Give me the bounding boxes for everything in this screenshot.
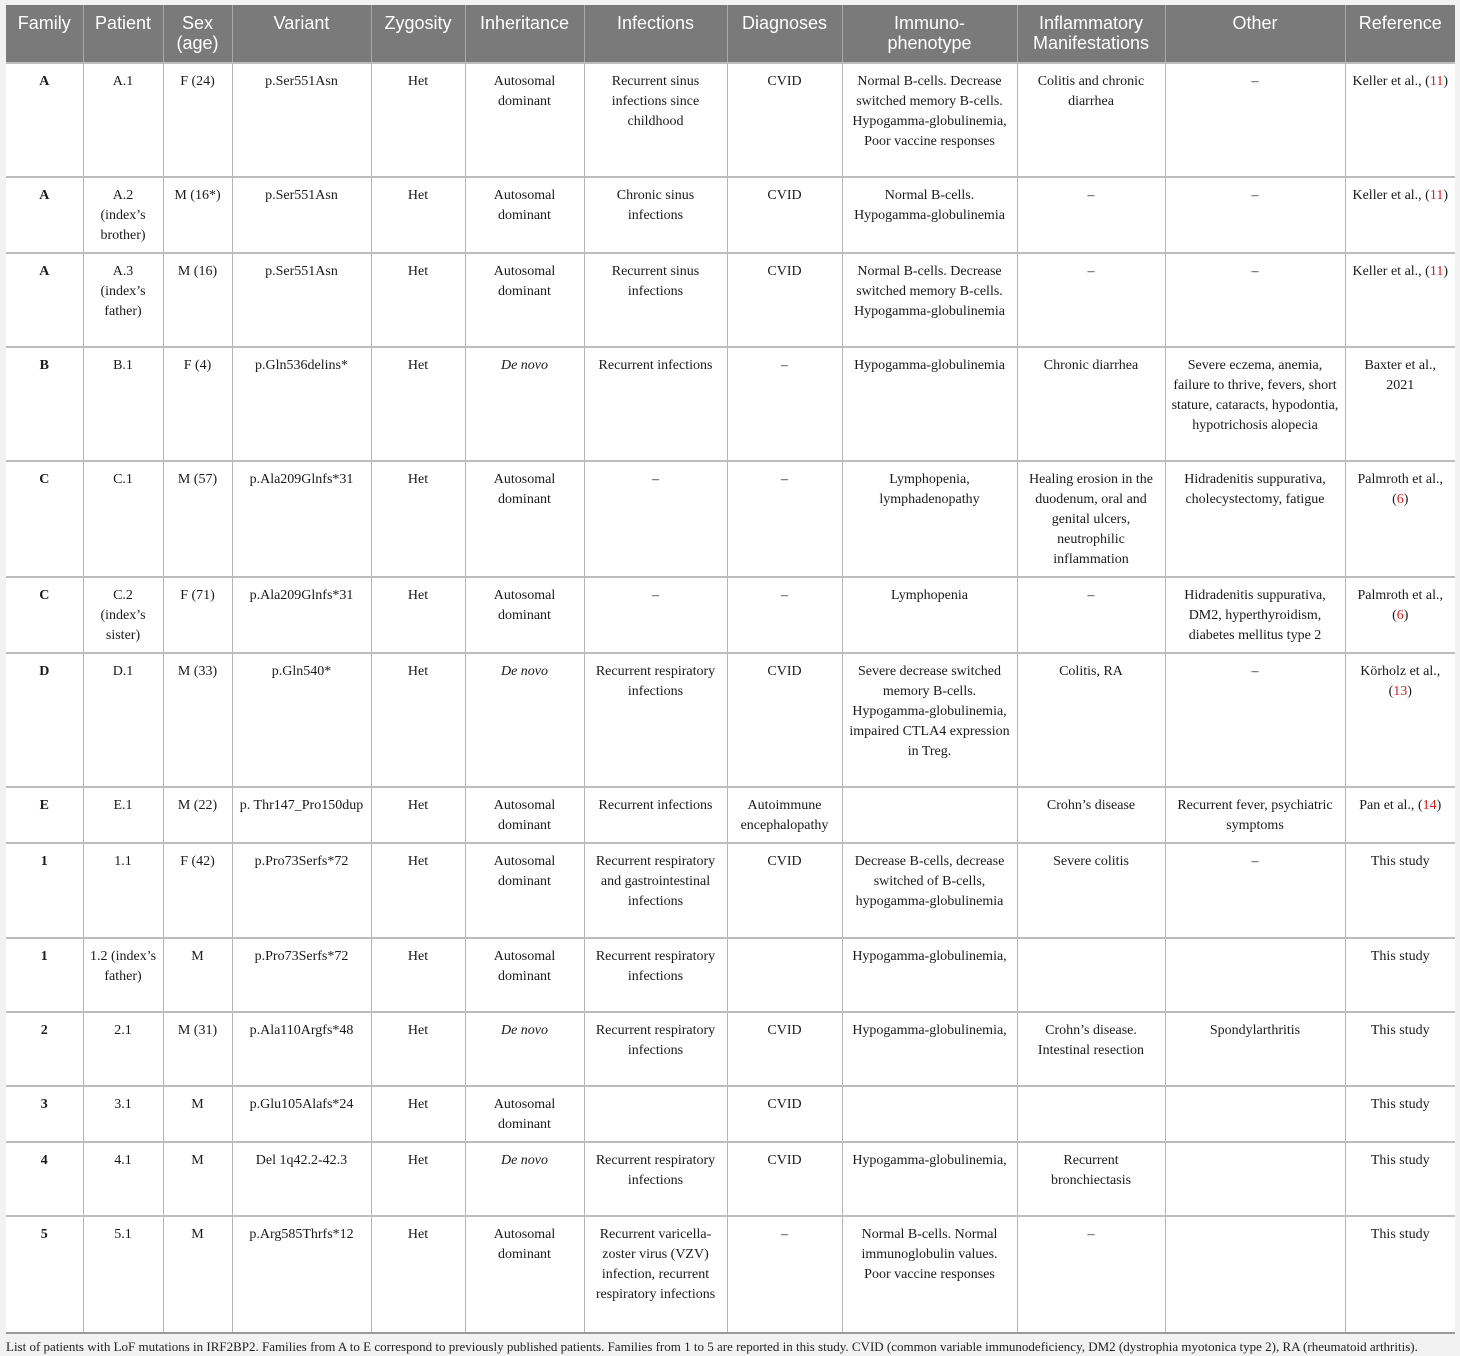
immunophenotype-cell	[842, 787, 1017, 843]
immunophenotype-cell	[842, 1086, 1017, 1142]
diagnoses-cell: CVID	[727, 1086, 842, 1142]
reference-text: This study	[1370, 1227, 1430, 1242]
sex-age-cell: M	[163, 1142, 232, 1216]
other-cell	[1165, 1086, 1345, 1142]
variant-cell: p.Ser551Asn	[232, 63, 371, 177]
immunophenotype-cell: Hypogamma-globulinemia,	[842, 938, 1017, 1012]
infections-cell: Recurrent respiratory infections	[584, 938, 727, 1012]
immunophenotype-cell: Hypogamma-globulinemia	[842, 347, 1017, 461]
reference-link[interactable]: 14	[1422, 798, 1437, 813]
zygosity-cell: Het	[371, 1012, 465, 1086]
table-body	[6, 63, 1455, 1332]
variant-cell: p.Pro73Serfs*72	[232, 938, 371, 1012]
family-cell: 3	[6, 1086, 83, 1142]
family-cell: 2	[6, 1012, 83, 1086]
inflammatory-cell: Recurrent bronchiectasis	[1017, 1142, 1165, 1216]
reference-cell: Keller et al., (11)	[1345, 177, 1455, 253]
table-container	[6, 5, 1455, 1356]
diagnoses-cell: CVID	[727, 253, 842, 347]
table-row	[6, 63, 1455, 177]
diagnoses-cell: –	[727, 1216, 842, 1332]
table-caption: List of patients with LoF mutations in IRF2BP2. Families from A to E correspond to previously published patients. Families from 1 to 5 are reported in this study. CVID (common variable immunodeficiency, DM2 (dystrophia myotonica type 2), RA (rheumatoid arthritis).	[6, 1332, 1455, 1356]
patient-cell: 1.2 (index’s father)	[83, 938, 163, 1012]
patient-cell: 3.1	[83, 1086, 163, 1142]
inflammatory-cell: Healing erosion in the duodenum, oral and genital ulcers, neutrophilic inflammation	[1017, 461, 1165, 577]
reference-cell	[1345, 1086, 1455, 1142]
infections-cell	[584, 1086, 727, 1142]
variant-cell: p.Gln536delins*	[232, 347, 371, 461]
reference-cell	[1345, 347, 1455, 461]
variant-cell: p. Thr147_Pro150dup	[232, 787, 371, 843]
variant-cell: p.Ala110Argfs*48	[232, 1012, 371, 1086]
inflammatory-cell: –	[1017, 577, 1165, 653]
immunophenotype-cell: Hypogamma-globulinemia,	[842, 1012, 1017, 1086]
diagnoses-cell: –	[727, 461, 842, 577]
reference-text: Körholz et al.,	[1360, 664, 1441, 679]
reference-text: Keller et al.,	[1352, 74, 1422, 89]
table-row	[6, 347, 1455, 461]
header-sex-age: Sex (age)	[163, 5, 232, 63]
infections-cell: –	[584, 577, 727, 653]
patient-cell: 4.1	[83, 1142, 163, 1216]
table-row	[6, 253, 1455, 347]
zygosity-cell: Het	[371, 577, 465, 653]
inheritance-cell: Autosomal dominant	[465, 253, 584, 347]
inflammatory-cell: Colitis, RA	[1017, 653, 1165, 787]
patient-cell: A.3 (index’s father)	[83, 253, 163, 347]
header-row	[6, 5, 1455, 63]
variant-cell: p.Glu105Alafs*24	[232, 1086, 371, 1142]
diagnoses-cell	[727, 938, 842, 1012]
other-cell: Spondylarthritis	[1165, 1012, 1345, 1086]
reference-link[interactable]: 13	[1393, 684, 1408, 699]
table-row	[6, 1142, 1455, 1216]
header-patient: Patient	[83, 5, 163, 63]
sex-age-cell: M (22)	[163, 787, 232, 843]
header-infections: Infections	[584, 5, 727, 63]
variant-cell: p.Ser551Asn	[232, 253, 371, 347]
inheritance-cell: Autosomal dominant	[465, 177, 584, 253]
other-cell	[1165, 1142, 1345, 1216]
inheritance-cell: Autosomal dominant	[465, 938, 584, 1012]
inheritance-cell: De novo	[465, 1012, 584, 1086]
reference-text: This study	[1370, 1153, 1430, 1168]
variant-cell: p.Ser551Asn	[232, 177, 371, 253]
table-row	[6, 653, 1455, 787]
table-row	[6, 938, 1455, 1012]
infections-cell: Recurrent respiratory infections	[584, 1142, 727, 1216]
reference-cell	[1345, 1012, 1455, 1086]
family-cell: 1	[6, 938, 83, 1012]
sex-age-cell: M (57)	[163, 461, 232, 577]
immunophenotype-cell: Hypogamma-globulinemia,	[842, 1142, 1017, 1216]
patient-cell: D.1	[83, 653, 163, 787]
other-cell: –	[1165, 653, 1345, 787]
immunophenotype-cell: Lymphopenia, lymphadenopathy	[842, 461, 1017, 577]
sex-age-cell: M	[163, 938, 232, 1012]
header-variant: Variant	[232, 5, 371, 63]
sex-age-cell: F (42)	[163, 843, 232, 938]
reference-text: This study	[1370, 949, 1430, 964]
header-diagnoses: Diagnoses	[727, 5, 842, 63]
family-cell: 4	[6, 1142, 83, 1216]
other-cell	[1165, 938, 1345, 1012]
immunophenotype-cell: Normal B-cells. Decrease switched memory B-cells. Hypogamma-globulinemia	[842, 253, 1017, 347]
zygosity-cell: Het	[371, 843, 465, 938]
patient-cell: 2.1	[83, 1012, 163, 1086]
immunophenotype-cell: Normal B-cells. Hypogamma-globulinemia	[842, 177, 1017, 253]
diagnoses-cell: Autoimmune encephalopathy	[727, 787, 842, 843]
other-cell: Hidradenitis suppurativa, cholecystectomy, fatigue	[1165, 461, 1345, 577]
sex-age-cell: M	[163, 1086, 232, 1142]
reference-text: Palmroth et al.,	[1357, 588, 1444, 603]
variant-cell: p.Gln540*	[232, 653, 371, 787]
sex-age-cell: M (16)	[163, 253, 232, 347]
infections-cell: Recurrent respiratory and gastrointestinal infections	[584, 843, 727, 938]
zygosity-cell: Het	[371, 1216, 465, 1332]
table-row	[6, 1012, 1455, 1086]
other-cell: Severe eczema, anemia, failure to thrive, fevers, short stature, cataracts, hypodontia, hypotrichosis alopecia	[1165, 347, 1345, 461]
reference-link[interactable]: 11	[1429, 74, 1444, 89]
other-cell: –	[1165, 63, 1345, 177]
variant-cell: p.Ala209Glnfs*31	[232, 461, 371, 577]
inflammatory-cell	[1017, 1086, 1165, 1142]
variant-cell: p.Pro73Serfs*72	[232, 843, 371, 938]
table-row	[6, 843, 1455, 938]
header-other: Other	[1165, 5, 1345, 63]
inheritance-cell: Autosomal dominant	[465, 461, 584, 577]
sex-age-cell: M (31)	[163, 1012, 232, 1086]
infections-cell: –	[584, 461, 727, 577]
patient-cell: A.2 (index’s brother)	[83, 177, 163, 253]
inheritance-cell: Autosomal dominant	[465, 577, 584, 653]
zygosity-cell: Het	[371, 253, 465, 347]
other-cell: –	[1165, 177, 1345, 253]
other-cell: Recurrent fever, psychiatric symptoms	[1165, 787, 1345, 843]
patient-cell: 5.1	[83, 1216, 163, 1332]
inheritance-cell: De novo	[465, 1142, 584, 1216]
diagnoses-cell: –	[727, 577, 842, 653]
zygosity-cell: Het	[371, 177, 465, 253]
reference-cell	[1345, 938, 1455, 1012]
reference-cell: Keller et al., (11)	[1345, 253, 1455, 347]
inheritance-cell: Autosomal dominant	[465, 843, 584, 938]
infections-cell: Recurrent infections	[584, 347, 727, 461]
patient-cell: B.1	[83, 347, 163, 461]
variant-cell: Del 1q42.2-42.3	[232, 1142, 371, 1216]
inflammatory-cell: –	[1017, 1216, 1165, 1332]
other-cell: –	[1165, 253, 1345, 347]
zygosity-cell: Het	[371, 653, 465, 787]
other-cell: Hidradenitis suppurativa, DM2, hyperthyroidism, diabetes mellitus type 2	[1165, 577, 1345, 653]
inheritance-cell: Autosomal dominant	[465, 1086, 584, 1142]
reference-cell: Körholz et al., (13)	[1345, 653, 1455, 787]
header-zygosity: Zygosity	[371, 5, 465, 63]
header-reference: Reference	[1345, 5, 1455, 63]
diagnoses-cell: –	[727, 347, 842, 461]
zygosity-cell: Het	[371, 461, 465, 577]
variant-cell: p.Arg585Thrfs*12	[232, 1216, 371, 1332]
patient-cell: C.1	[83, 461, 163, 577]
zygosity-cell: Het	[371, 938, 465, 1012]
family-cell: A	[6, 63, 83, 177]
patient-cell: 1.1	[83, 843, 163, 938]
other-cell: –	[1165, 843, 1345, 938]
inflammatory-cell: Crohn’s disease	[1017, 787, 1165, 843]
sex-age-cell: M (33)	[163, 653, 232, 787]
infections-cell: Recurrent respiratory infections	[584, 1012, 727, 1086]
table-row	[6, 1216, 1455, 1332]
header-inflammatory: Inflammatory Manifestations	[1017, 5, 1165, 63]
infections-cell: Chronic sinus infections	[584, 177, 727, 253]
table-row	[6, 577, 1455, 653]
family-cell: A	[6, 253, 83, 347]
reference-cell	[1345, 843, 1455, 938]
reference-link[interactable]: 11	[1429, 264, 1444, 279]
family-cell: C	[6, 461, 83, 577]
reference-link[interactable]: 6	[1396, 608, 1404, 623]
table-row	[6, 787, 1455, 843]
header-inheritance: Inheritance	[465, 5, 584, 63]
reference-text: Baxter et al., 2021	[1364, 358, 1437, 393]
header-family: Family	[6, 5, 83, 63]
inflammatory-cell: Severe colitis	[1017, 843, 1165, 938]
infections-cell: Recurrent sinus infections	[584, 253, 727, 347]
reference-text: Pan et al.,	[1359, 798, 1415, 813]
reference-link[interactable]: 11	[1429, 188, 1444, 203]
family-cell: D	[6, 653, 83, 787]
diagnoses-cell: CVID	[727, 1142, 842, 1216]
reference-text: This study	[1370, 854, 1430, 869]
diagnoses-cell: CVID	[727, 1012, 842, 1086]
inheritance-cell: Autosomal dominant	[465, 63, 584, 177]
infections-cell: Recurrent infections	[584, 787, 727, 843]
immunophenotype-cell: Normal B-cells. Normal immunoglobulin values. Poor vaccine responses	[842, 1216, 1017, 1332]
family-cell: 5	[6, 1216, 83, 1332]
reference-link[interactable]: 6	[1396, 492, 1404, 507]
inflammatory-cell: Colitis and chronic diarrhea	[1017, 63, 1165, 177]
immunophenotype-cell: Normal B-cells. Decrease switched memory B-cells. Hypogamma-globulinemia, Poor vaccine responses	[842, 63, 1017, 177]
sex-age-cell: M	[163, 1216, 232, 1332]
immunophenotype-cell: Lymphopenia	[842, 577, 1017, 653]
reference-cell	[1345, 1216, 1455, 1332]
reference-text: Keller et al.,	[1352, 188, 1422, 203]
patient-cell: A.1	[83, 63, 163, 177]
family-cell: 1	[6, 843, 83, 938]
infections-cell: Recurrent sinus infections since childhood	[584, 63, 727, 177]
other-cell	[1165, 1216, 1345, 1332]
inheritance-cell: De novo	[465, 347, 584, 461]
inflammatory-cell: –	[1017, 177, 1165, 253]
diagnoses-cell: CVID	[727, 63, 842, 177]
sex-age-cell: F (24)	[163, 63, 232, 177]
diagnoses-cell: CVID	[727, 843, 842, 938]
immunophenotype-cell: Severe decrease switched memory B-cells. Hypogamma-globulinemia, impaired CTLA4 expression in Treg.	[842, 653, 1017, 787]
inheritance-cell: Autosomal dominant	[465, 787, 584, 843]
table-row	[6, 177, 1455, 253]
patients-table	[6, 5, 1455, 1332]
zygosity-cell: Het	[371, 787, 465, 843]
family-cell: A	[6, 177, 83, 253]
family-cell: B	[6, 347, 83, 461]
zygosity-cell: Het	[371, 347, 465, 461]
infections-cell: Recurrent varicella-zoster virus (VZV) infection, recurrent respiratory infections	[584, 1216, 727, 1332]
zygosity-cell: Het	[371, 1086, 465, 1142]
header-immunophenotype: Immuno- phenotype	[842, 5, 1017, 63]
diagnoses-cell: CVID	[727, 177, 842, 253]
family-cell: C	[6, 577, 83, 653]
sex-age-cell: F (71)	[163, 577, 232, 653]
patient-cell: E.1	[83, 787, 163, 843]
reference-cell: Pan et al., (14)	[1345, 787, 1455, 843]
inheritance-cell: Autosomal dominant	[465, 1216, 584, 1332]
reference-cell: Palmroth et al., (6)	[1345, 577, 1455, 653]
reference-text: This study	[1370, 1097, 1430, 1112]
reference-cell	[1345, 1142, 1455, 1216]
reference-text: Palmroth et al.,	[1357, 472, 1444, 487]
inflammatory-cell: Crohn’s disease. Intestinal resection	[1017, 1012, 1165, 1086]
sex-age-cell: F (4)	[163, 347, 232, 461]
inflammatory-cell: Chronic diarrhea	[1017, 347, 1165, 461]
infections-cell: Recurrent respiratory infections	[584, 653, 727, 787]
table-row	[6, 1086, 1455, 1142]
family-cell: E	[6, 787, 83, 843]
variant-cell: p.Ala209Glnfs*31	[232, 577, 371, 653]
zygosity-cell: Het	[371, 1142, 465, 1216]
zygosity-cell: Het	[371, 63, 465, 177]
table-row	[6, 461, 1455, 577]
reference-cell: Keller et al., (11)	[1345, 63, 1455, 177]
immunophenotype-cell: Decrease B-cells, decrease switched of B-cells, hypogamma-globulinemia	[842, 843, 1017, 938]
reference-cell: Palmroth et al., (6)	[1345, 461, 1455, 577]
inheritance-cell: De novo	[465, 653, 584, 787]
sex-age-cell: M (16*)	[163, 177, 232, 253]
diagnoses-cell: CVID	[727, 653, 842, 787]
patient-cell: C.2 (index’s sister)	[83, 577, 163, 653]
inflammatory-cell	[1017, 938, 1165, 1012]
reference-text: Keller et al.,	[1352, 264, 1422, 279]
reference-text: This study	[1370, 1023, 1430, 1038]
inflammatory-cell: –	[1017, 253, 1165, 347]
